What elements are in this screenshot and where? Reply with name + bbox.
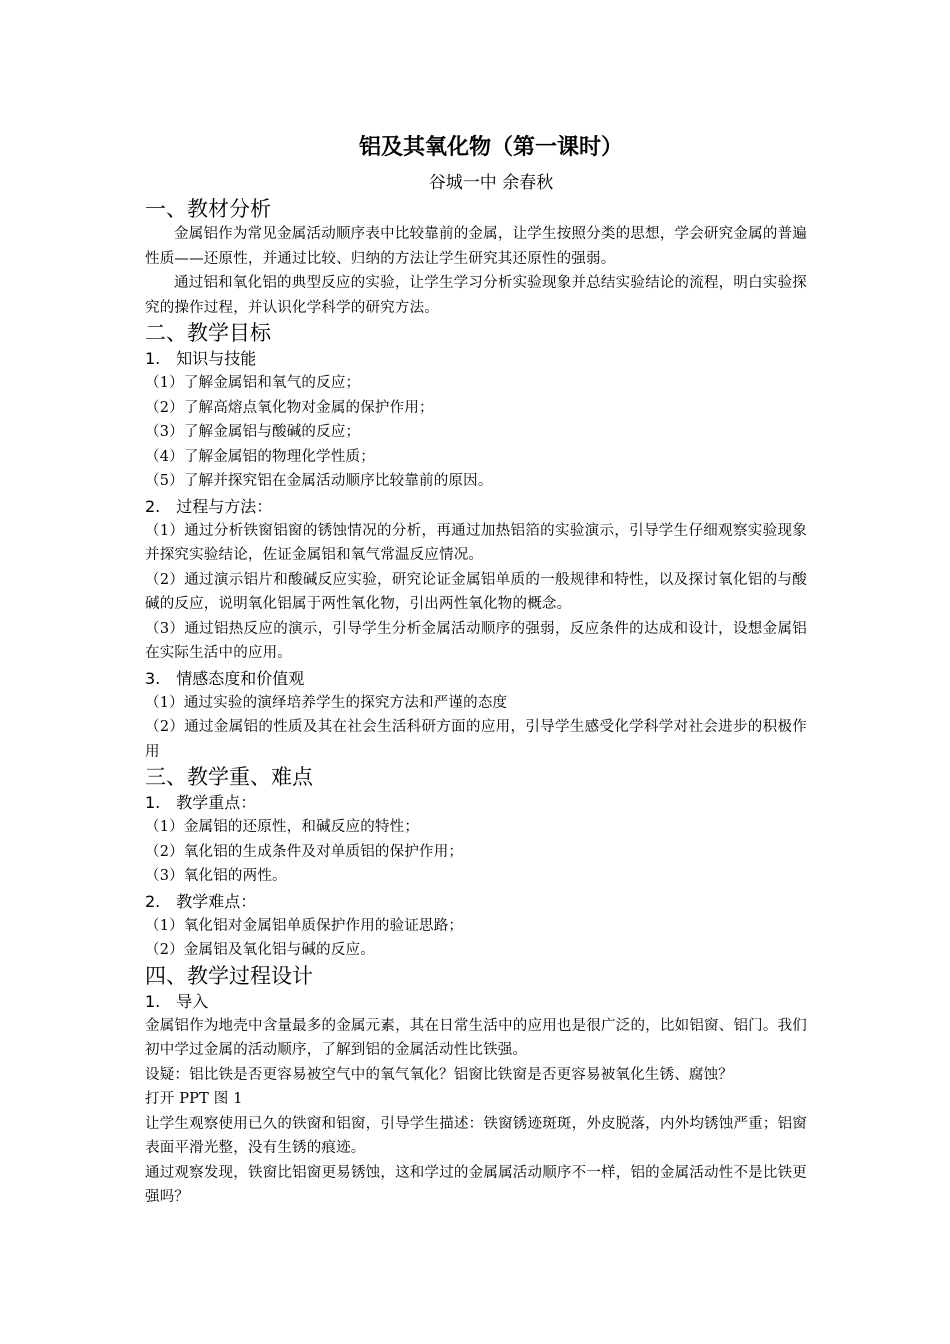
subsection-heading: 1. 知识与技能 [145,349,257,368]
document-author: 谷城一中 余春秋 [428,173,554,193]
section-heading: 一、教材分析 [145,197,271,221]
subsection-heading: 1. 导入 [145,991,209,1011]
paragraph: 设疑：铝比铁是否更容易被空气中的氧气氧化？铝窗比铁窗是否更容易被氧化生锈、腐蚀？ [145,1066,733,1083]
subsection-heading: 1. 教学重点： [145,793,257,812]
list-item: （1）氧化铝对金属铝单质保护作用的验证思路； [145,917,464,934]
section-heading: 四、教学过程设计 [145,963,313,988]
paragraph: 金属铝作为地壳中含量最多的金属元素，其在日常生活中的应用也是很广泛的，比如铝窗、铝门。我们初中学过金属的活动顺序，了解到铝的金属活动性比铁强。 [145,1017,807,1058]
subsection-heading: 3. 情感态度和价值观 [145,668,305,688]
list-item: （2）通过演示铝片和酸碱反应实验，研究论证金属铝单质的一般规律和特性，以及探讨氧化铝的与酸碱的反应，说明氧化铝属于两性氧化物，引出两性氧化物的概念。 [145,571,807,612]
list-item: （3）了解金属铝与酸碱的反应； [145,424,361,440]
list-item: （2）通过金属铝的性质及其在社会生活科研方面的应用，引导学生感受化学科学对社会进步的积极作用 [145,719,807,760]
list-item: （1）金属铝的还原性，和碱反应的特性； [145,819,420,835]
subsection-heading: 2. 教学难点： [145,891,257,911]
list-item: （1）通过实验的演绎培养学生的探究方法和严谨的态度 [145,694,508,711]
paragraph: 打开 PPT 图 1 [145,1091,243,1107]
list-item: （2）金属铝及氧化铝与碱的反应。 [145,942,375,958]
paragraph: 让学生观察使用已久的铁窗和铝窗，引导学生描述：铁窗锈迹斑斑，外皮脱落，内外均锈蚀严重；铝窗表面平滑光整，没有生锈的痕迹。 [145,1115,807,1156]
list-item: （1）了解金属铝和氧气的反应； [145,375,361,391]
list-item: （2）了解高熔点氧化物对金属的保护作用； [145,399,434,416]
section-heading: 二、教学目标 [145,321,271,345]
list-item: （5）了解并探究铝在金属活动顺序比较靠前的原因。 [145,473,493,489]
document-page [145,130,807,1210]
subsection-heading: 2. 过程与方法： [145,496,273,516]
section-heading: 三、教学重、难点 [145,765,313,789]
list-item: （3）氧化铝的两性。 [145,868,287,884]
list-item: （4）了解金属铝的物理化学性质； [145,448,375,465]
paragraph: 通过观察发现，铁窗比铝窗更易锈蚀，这和学过的金属属活动顺序不一样，铝的金属活动性不是比铁更强吗？ [145,1164,807,1205]
paragraph: 通过铝和氧化铝的典型反应的实验，让学生学习分析实验现象并总结实验结论的流程，明白实验探究的操作过程，并认识化学科学的研究方法。 [145,275,807,316]
list-item: （1）通过分析铁窗铝窗的锈蚀情况的分析，再通过加热铝箔的实验演示，引导学生仔细观察实验现象并探究实验结论，佐证金属铝和氧气常温反应情况。 [145,522,807,563]
list-item: （2）氧化铝的生成条件及对单质铝的保护作用； [145,843,464,860]
list-item: （3）通过铝热反应的演示，引导学生分析金属活动顺序的强弱，反应条件的达成和设计，设想金属铝在实际生活中的应用。 [145,620,807,661]
document-title: 铝及其氧化物（第一课时） [358,134,623,160]
paragraph: 金属铝作为常见金属活动顺序表中比较靠前的金属，让学生按照分类的思想，学会研究金属的普遍性质——还原性，并通过比较、归纳的方法让学生研究其还原性的强弱。 [145,226,807,267]
